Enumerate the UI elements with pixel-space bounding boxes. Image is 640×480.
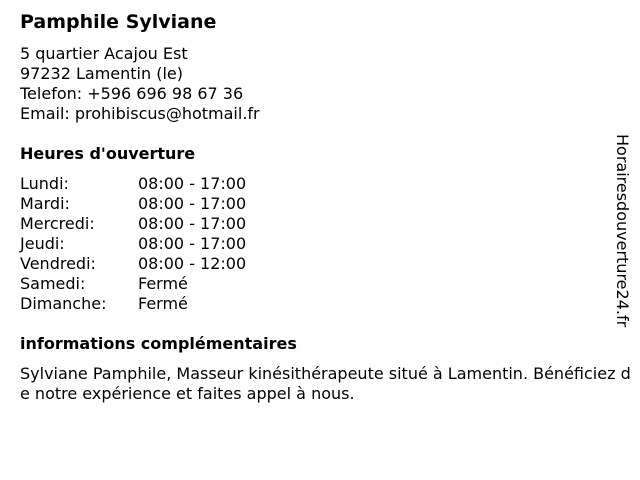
address-street: 5 quartier Acajou Est bbox=[20, 44, 188, 63]
site-watermark: Horairesdouverture24.fr bbox=[613, 134, 632, 328]
email-address: Email: prohibiscus@hotmail.fr bbox=[20, 104, 260, 123]
hours-row-tuesday bbox=[20, 194, 246, 214]
hours-row-friday bbox=[20, 254, 246, 274]
additional-info-heading: informations complémentaires bbox=[20, 334, 297, 353]
hours-day-label: Mardi: bbox=[20, 194, 70, 213]
hours-row-thursday bbox=[20, 234, 246, 254]
business-name: Pamphile Sylviane bbox=[20, 11, 217, 33]
hours-row-sunday bbox=[20, 294, 246, 314]
hours-time-value: Fermé bbox=[138, 274, 188, 293]
hours-row-wednesday bbox=[20, 214, 246, 234]
hours-day-label: Mercredi: bbox=[20, 214, 95, 233]
address-block bbox=[20, 44, 260, 124]
hours-day-label: Vendredi: bbox=[20, 254, 96, 273]
business-description: Sylviane Pamphile, Masseur kinésithérapeute situé à Lamentin. Bénéficiez de notre expérience et faites appel à nous. bbox=[20, 364, 631, 403]
hours-day-label: Samedi: bbox=[20, 274, 86, 293]
hours-time-value: 08:00 - 12:00 bbox=[138, 254, 247, 273]
hours-time-value: 08:00 - 17:00 bbox=[138, 234, 247, 253]
hours-day-label: Lundi: bbox=[20, 174, 69, 193]
hours-time-value: Fermé bbox=[138, 294, 188, 313]
hours-row-saturday bbox=[20, 274, 246, 294]
hours-day-label: Dimanche: bbox=[20, 294, 107, 313]
hours-time-value: 08:00 - 17:00 bbox=[138, 214, 247, 233]
hours-time-value: 08:00 - 17:00 bbox=[138, 194, 247, 213]
address-city: 97232 Lamentin (le) bbox=[20, 64, 183, 83]
hours-day-label: Jeudi: bbox=[20, 234, 65, 253]
phone-number: Telefon: +596 696 98 67 36 bbox=[20, 84, 244, 103]
opening-hours-heading: Heures d'ouverture bbox=[20, 144, 196, 163]
hours-time-value: 08:00 - 17:00 bbox=[138, 174, 247, 193]
opening-hours-table bbox=[20, 174, 246, 314]
hours-row-monday bbox=[20, 174, 246, 194]
